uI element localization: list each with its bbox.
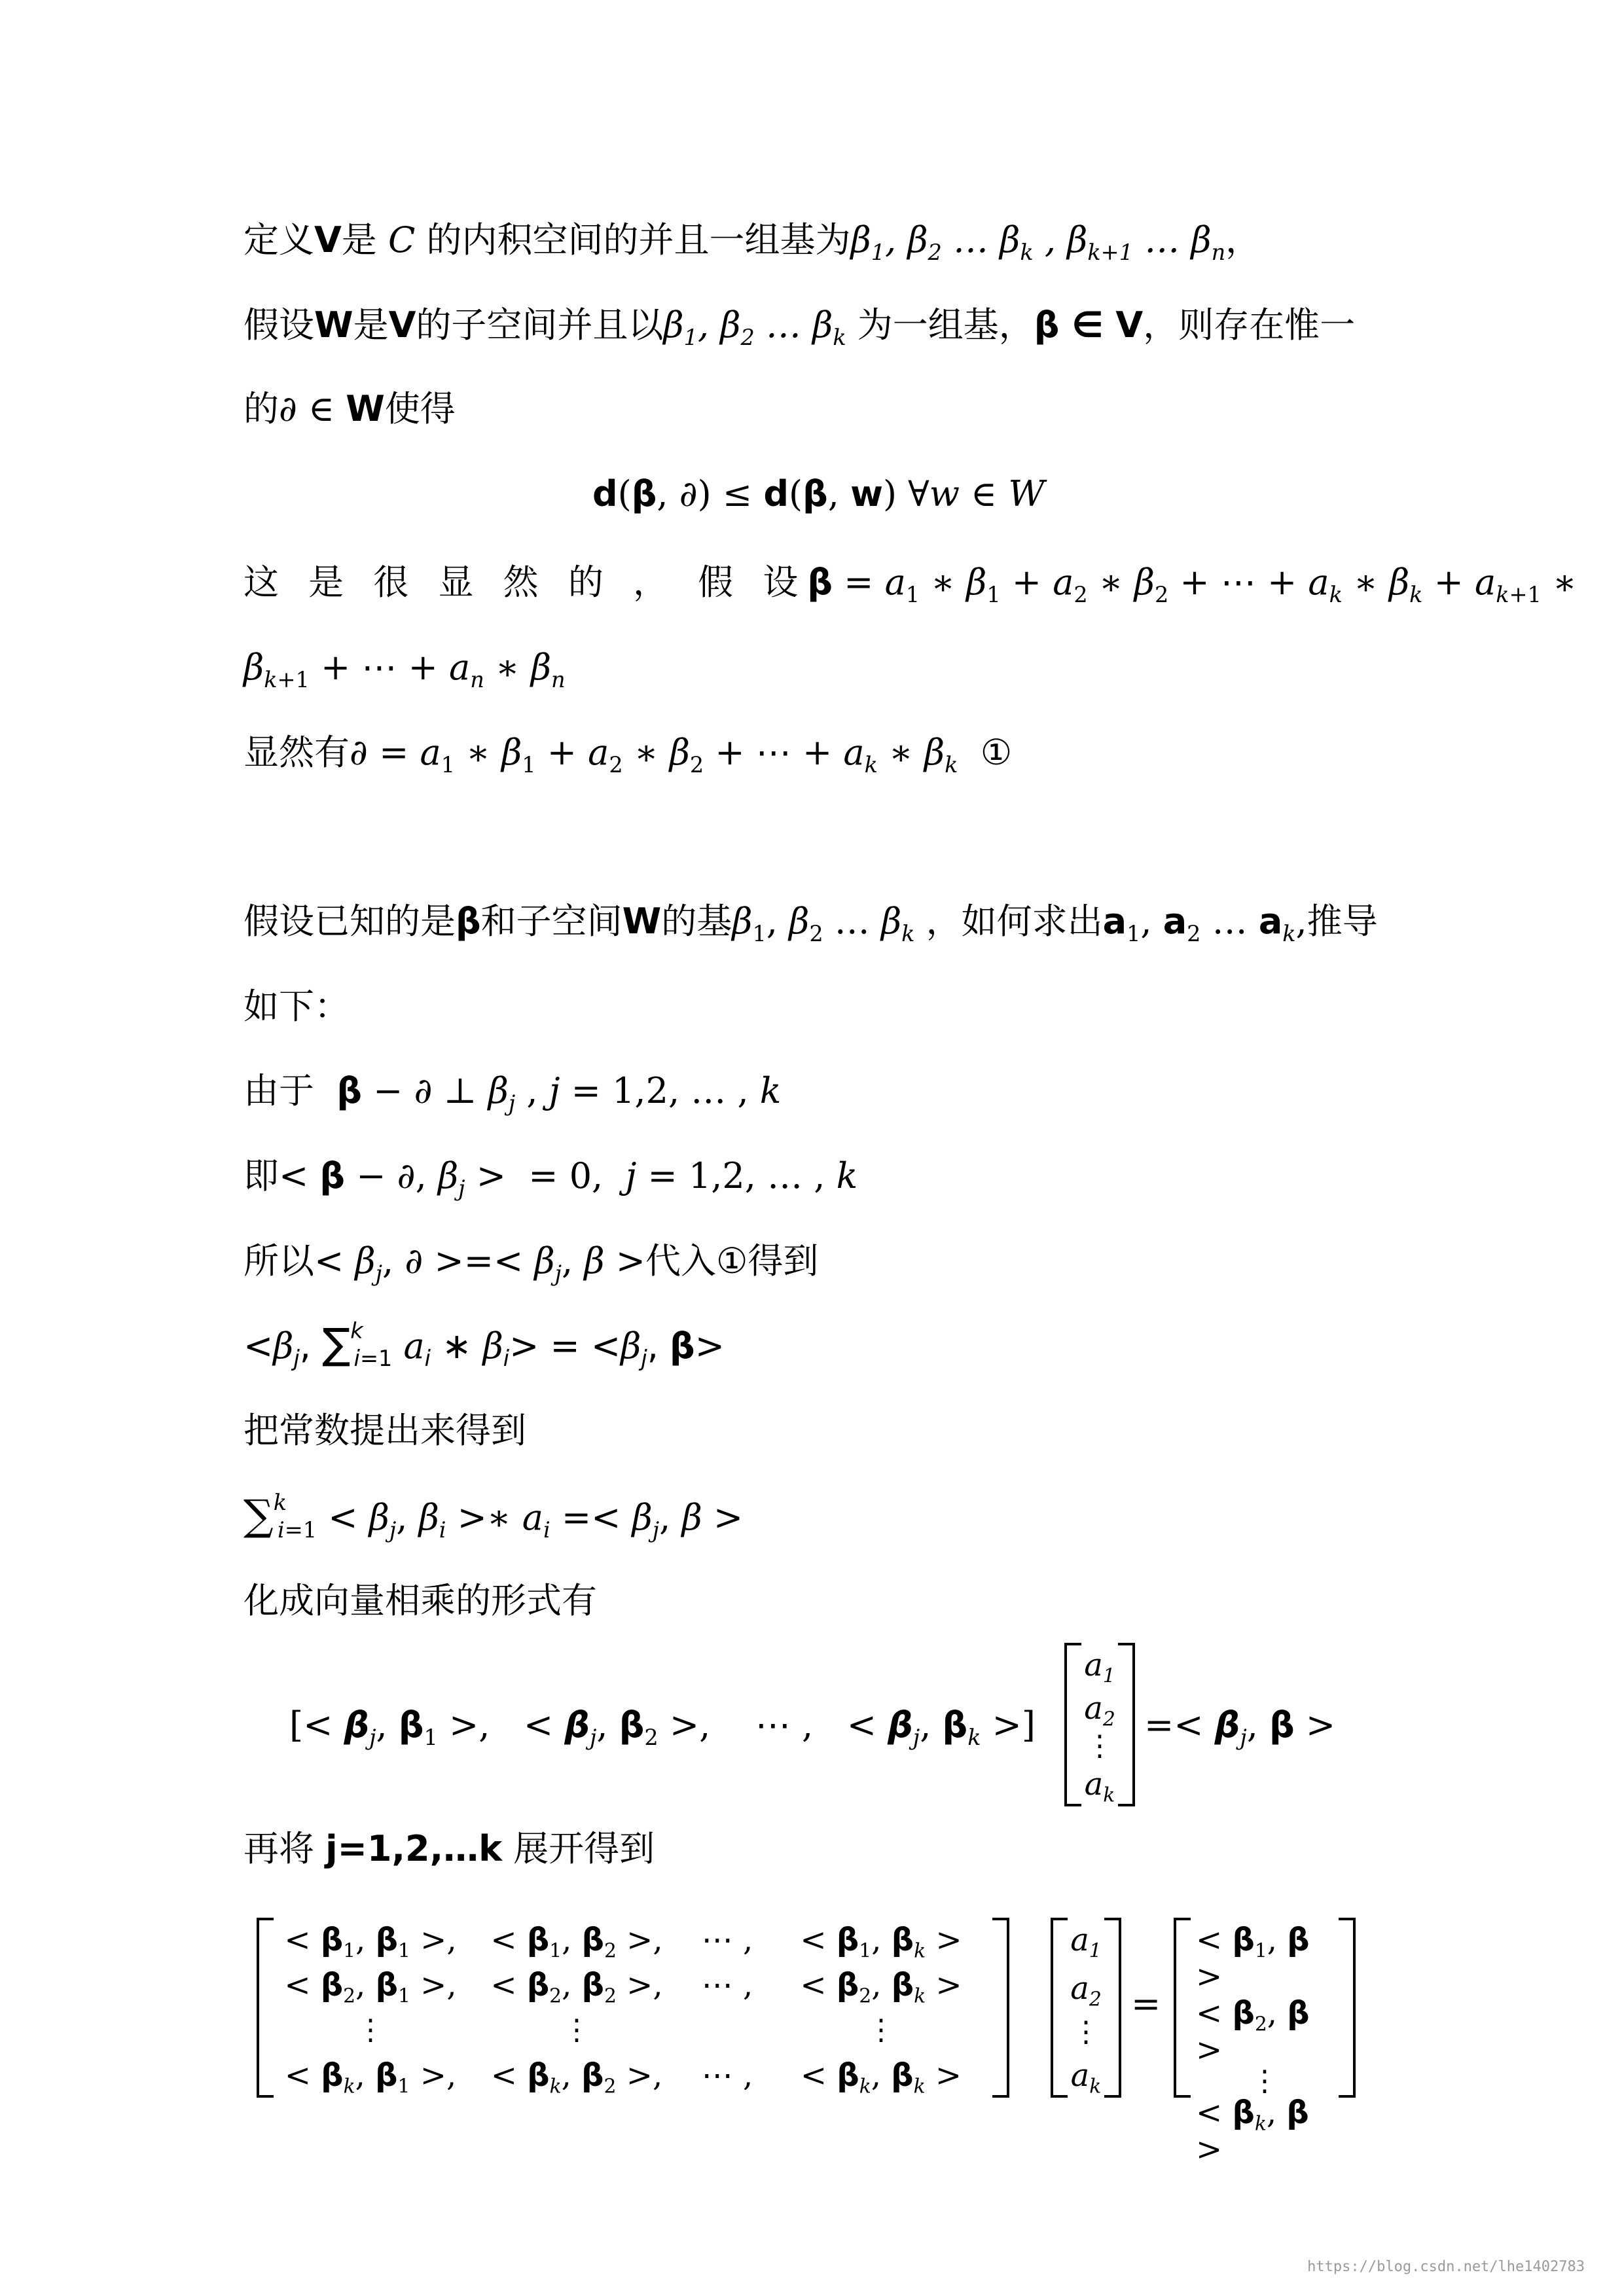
text-is: 是	[341, 219, 377, 260]
symbol-beta-3: β	[807, 562, 833, 603]
symbol-d-2: d	[763, 473, 789, 514]
text-therefore: 所以	[244, 1240, 314, 1282]
gram-matrix: < $\beta_1$, $\beta_1$ >, < $\beta_1$, $\beta_2$ >, ⋯ , < $\beta_1$, $\beta_k$ > < $\beta_2$, $\beta_1$ >, < $\beta_2$, $\beta_2$ >, ⋯ , < $\beta_2$, $\beta_k$ > ⋮ ⋮ ⋮ < $\beta_k$, $\beta_1$ >, < $\beta_k$, $\beta_2$ >, ⋯ , < $\beta_k$, $\beta_k$ >	[257, 1918, 1009, 2098]
symbol-W: W	[314, 304, 353, 346]
basis-list: $\beta_1$, $\beta_2$ … $\beta_k$ , $\beta_{k+1}$ … $\beta_n$	[850, 219, 1226, 265]
symbol-C: C	[388, 219, 416, 260]
symbol-w: w	[850, 473, 883, 514]
substitution-line: 所以< $\beta_j$, ∂ >=< $\beta_j$, β >代入①得到	[244, 1240, 819, 1286]
expand-line	[244, 1828, 655, 1870]
text-index-range: j=1,2,…k	[325, 1828, 503, 1869]
coefficient-vector-2: $a_1$ $a_2$ ⋮ $a_k$	[1051, 1918, 1121, 2098]
inner-product-zero-line: 即< β − ∂, $\beta_j$ > = 0, j = 1,2, … , k	[244, 1155, 858, 1201]
text-is-2: 是	[353, 304, 389, 346]
symbol-d: d	[592, 473, 618, 514]
symbol-W-2: W	[346, 388, 385, 429]
vector-entry: $a_2$	[1084, 1690, 1115, 1731]
symbol-V: V	[314, 219, 342, 260]
distance-inequality: d(β, ∂) ≤ d(β, w) ∀w ∈ W	[592, 473, 1045, 514]
text-definition: 定义	[244, 219, 314, 260]
circled-one-ref: ①	[715, 1240, 748, 1282]
text-such-that: 使得	[384, 388, 456, 429]
text-then: 再将	[244, 1828, 314, 1869]
as-follows-line	[244, 986, 350, 1028]
extract-constants-line	[244, 1410, 526, 1452]
vector-form-line	[244, 1580, 597, 1622]
expansion-line-cont: $\beta_{k+1}$ + ⋯ + $a_n$ ∗ $\beta_n$	[244, 647, 566, 692]
rhs-inner-product: =< $\beta_j$, β >	[1144, 1704, 1336, 1750]
question-line: 假设已知的是β和子空间W的基$\beta_1$, $\beta_2$ … $\beta_k$ ，如何求出$a_1$, $a_2$ … $a_k$,推导	[244, 901, 1378, 946]
orthogonality-line: 由于 β − ∂ ⊥ $\beta_j$ , j = 1,2, … , k	[244, 1070, 782, 1116]
vector-entry: $a_k$	[1084, 1766, 1115, 1807]
equals-sign: =	[1131, 1983, 1161, 2024]
text-how-to-find: ，如何求出	[926, 901, 1103, 942]
text-assume: 假设	[244, 304, 314, 346]
circled-one-label: ①	[980, 732, 1013, 773]
symbol-W-3: W	[622, 901, 662, 942]
partial-in-W: ∂ ∈	[279, 388, 346, 429]
text-clearly-have: 显然有	[244, 732, 350, 773]
text-obviously-assume: 这 是 很 显 然 的 ， 假 设	[244, 562, 808, 603]
text-since: 由于	[244, 1070, 314, 1111]
text-de: 的	[244, 388, 279, 429]
text-subspace: 的子空间并且以	[416, 304, 664, 346]
expansion-line: 这 是 很 显 然 的 ， 假 设$\beta = a_1$ ∗ $\beta_1 + a_2$ ∗ $\beta_2$ + ⋯ + $a_k$ ∗ $\beta_k + a_{k+1}$ ∗	[244, 562, 1577, 607]
text-obtain: 得到	[748, 1240, 819, 1282]
text-extract-constants: 把常数提出来得到	[244, 1410, 526, 1451]
sum-formula-line: $\sum^k_{i=1} < \beta_j$, $\beta_i$ >∗ $a_i =< \beta_j$, β >	[244, 1489, 744, 1543]
sum-inner-product-line: $<\beta_j$, ∑$^k_{i=1}$ $a_i$ ∗ $\beta_i> = <\beta_j$, β>	[244, 1318, 725, 1371]
assumption-line	[244, 304, 1356, 350]
unique-element-line	[244, 388, 456, 430]
subspace-basis: $\beta_1$, $\beta_2$ … $\beta_k$	[663, 304, 846, 350]
row-vector: [< $\beta_j$, $\beta_1$ >, < $\beta_j$, $\beta_2$ >, ⋯ , < $\beta_j$, $\beta_k$ >]	[289, 1704, 1036, 1750]
symbol-beta: β	[631, 473, 657, 514]
beta-in-V: β ∈ V	[1034, 304, 1144, 346]
text-inner-product-space: 的内积空间的并且一组基为	[426, 219, 851, 260]
vector-ellipsis: ⋮	[1085, 1729, 1114, 1763]
text-derive: ,推导	[1295, 901, 1378, 942]
symbol-beta-4: β	[456, 901, 481, 942]
definition-line: 定义V是 C 的内积空间的并且一组基为$\beta_1$, $\beta_2$ … $\beta_k$ , $\beta_{k+1}$ … $\beta_n$，	[244, 219, 1261, 265]
text-namely: 即	[244, 1155, 279, 1196]
watermark: https://blog.csdn.net/lhe1402783	[1307, 2259, 1585, 2275]
projection-formula: 显然有∂ = $a_1$ ∗ $\beta_1 + a_2$ ∗ $\beta_2$ + ⋯ + $a_k$ ∗ $\beta_k$ ①	[244, 732, 1013, 778]
text-known: 假设已知的是	[244, 901, 456, 942]
text-as-basis: 为一组基，	[857, 304, 1034, 346]
vector-entry: $a_1$	[1084, 1647, 1115, 1688]
text-basis-of: 的基	[661, 901, 732, 942]
text-vector-form: 化成向量相乘的形式有	[244, 1580, 597, 1621]
coefficient-vector	[1064, 1643, 1135, 1806]
text-exists-unique: ，则存在惟一	[1143, 304, 1356, 346]
symbol-V-2: V	[388, 304, 416, 346]
text-expand-get: 展开得到	[513, 1828, 655, 1869]
text-as-follows: 如下：	[244, 986, 350, 1027]
rhs-vector: < $\beta_1$, β > < $\beta_2$, β > ⋮ < $\beta_k$, β >	[1174, 1918, 1356, 2098]
symbol-beta-2: β	[803, 473, 828, 514]
text-substitute: 代入	[645, 1240, 716, 1282]
text-and-subspace: 和子空间	[480, 901, 623, 942]
